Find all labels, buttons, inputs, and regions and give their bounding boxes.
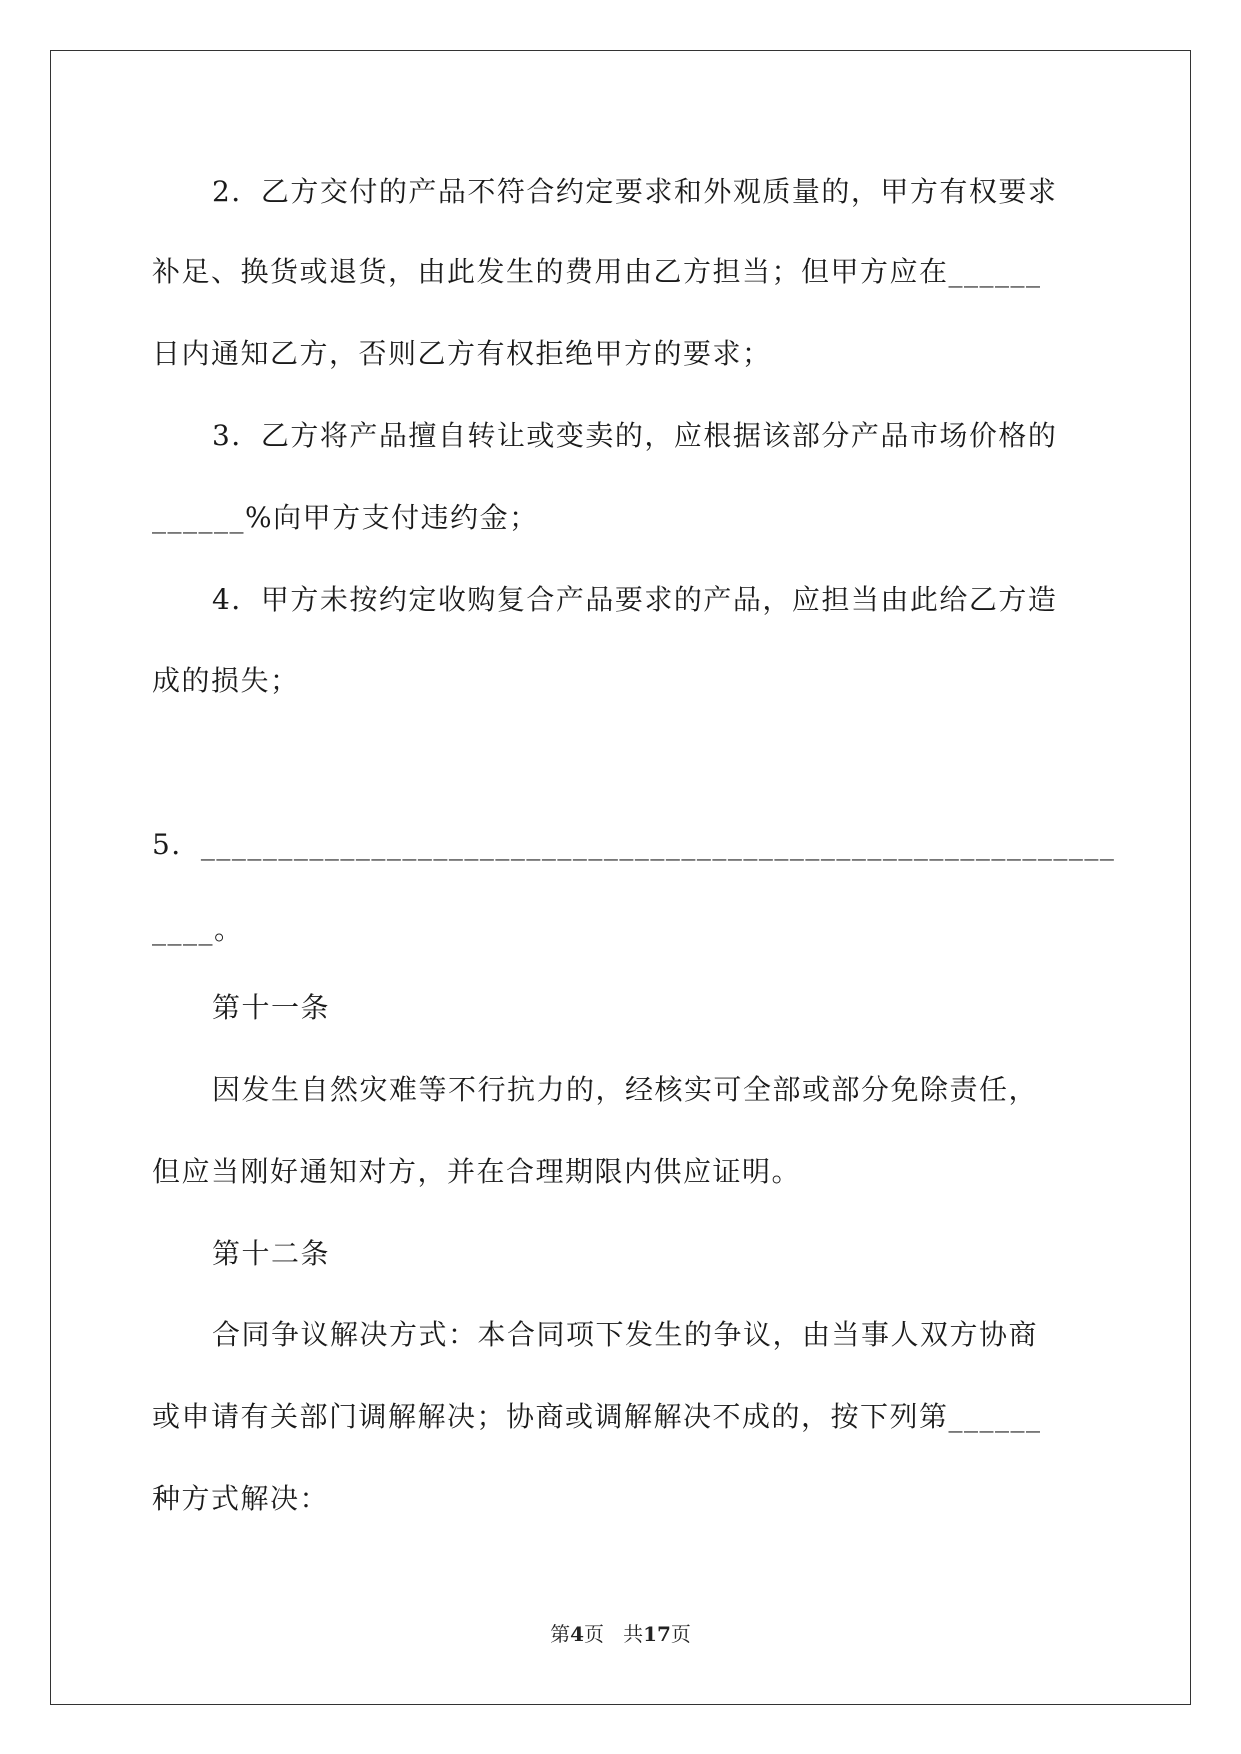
clause-2-line-1: 2．乙方交付的产品不符合约定要求和外观质量的，甲方有权要求 [212, 175, 1058, 208]
article-12-line-3: 种方式解决： [152, 1482, 330, 1515]
clause-5-line-2: ____。 [152, 913, 244, 946]
clause-3-line-2: ______%向甲方支付违约金； [152, 501, 539, 534]
article-12-line-1: 合同争议解决方式：本合同项下发生的争议，由当事人双方协商 [212, 1318, 1039, 1351]
clause-4-line-2: 成的损失； [152, 664, 300, 697]
article-12-heading: 第十二条 [212, 1237, 331, 1270]
clause-2-line-3: 日内通知乙方，否则乙方有权拒绝甲方的要求； [152, 337, 772, 370]
page-footer [0, 1620, 1241, 1648]
article-11-heading: 第十一条 [212, 991, 331, 1024]
clause-5-line-1: 5．___________________________________________________________ [152, 828, 1116, 861]
page-prefix: 第 [550, 1622, 571, 1646]
total-pages: 17 [643, 1622, 671, 1646]
clause-2-line-2: 补足、换货或退货，由此发生的费用由乙方担当；但甲方应在______ [152, 255, 1042, 288]
total-suffix: 页 [670, 1622, 691, 1646]
article-11-line-2: 但应当刚好通知对方，并在合理期限内供应证明。 [152, 1155, 802, 1188]
article-11-line-1: 因发生自然灾难等不行抗力的，经核实可全部或部分免除责任， [212, 1073, 1039, 1106]
page-number: 4 [570, 1622, 584, 1646]
clause-4-line-1: 4．甲方未按约定收购复合产品要求的产品，应担当由此给乙方造 [212, 583, 1058, 616]
page-suffix: 页 [584, 1622, 604, 1646]
total-prefix: 共 [623, 1622, 644, 1646]
clause-3-line-1: 3．乙方将产品擅自转让或变卖的，应根据该部分产品市场价格的 [212, 419, 1058, 452]
page-border [50, 50, 1191, 1705]
article-12-line-2: 或申请有关部门调解解决；协商或调解解决不成的，按下列第______ [152, 1400, 1042, 1433]
